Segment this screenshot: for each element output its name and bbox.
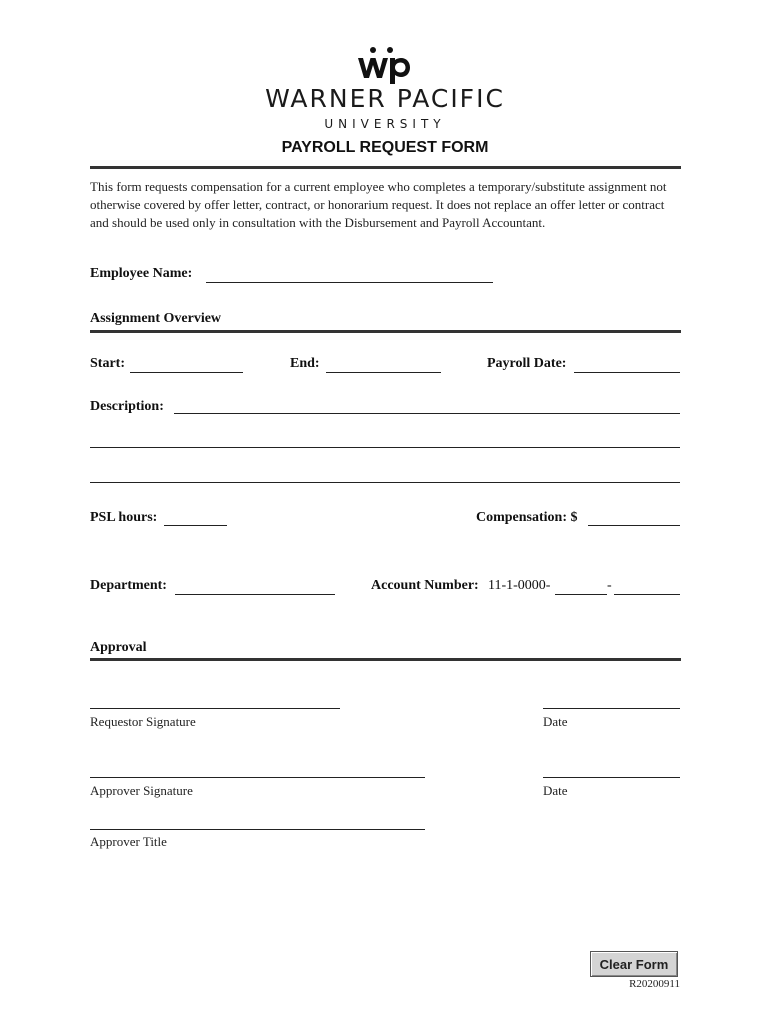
intro-paragraph: This form requests compensation for a current employee who completes a temporary/substitute assignment not otherwise covered by offer letter, contract, or honorarium request. It does not replace an offer letter or contract and should be used only in consultation with the Disbursement and Payroll Accountant. <box>90 179 667 230</box>
compensation-label: Compensation: $ <box>476 510 578 525</box>
university-subtitle: UNIVERSITY <box>324 117 446 131</box>
employee-name-label: Employee Name: <box>90 266 193 281</box>
approver-signature-field[interactable] <box>90 777 425 778</box>
requestor-date-label: Date <box>543 714 568 729</box>
assignment-overview-divider <box>90 330 681 333</box>
approver-date-label: Date <box>543 783 568 798</box>
payroll-date-label: Payroll Date: <box>487 356 567 371</box>
description-field-line-2[interactable] <box>90 447 680 448</box>
page-title: PAYROLL REQUEST FORM <box>281 139 489 156</box>
approver-signature-label: Approver Signature <box>90 783 193 798</box>
payroll-date-field[interactable] <box>574 372 680 373</box>
department-field[interactable] <box>175 594 335 595</box>
employee-name-field[interactable] <box>206 282 493 283</box>
header-divider <box>90 166 681 169</box>
requestor-date-field[interactable] <box>543 708 680 709</box>
account-number-prefix: 11-1-0000- <box>488 578 551 593</box>
approver-date-field[interactable] <box>543 777 680 778</box>
compensation-field[interactable] <box>588 525 680 526</box>
account-number-segment-2[interactable] <box>614 594 680 595</box>
approval-divider <box>90 658 681 661</box>
requestor-signature-field[interactable] <box>90 708 340 709</box>
department-label: Department: <box>90 578 167 593</box>
end-field[interactable] <box>326 372 441 373</box>
account-number-label: Account Number: <box>371 578 479 593</box>
approval-heading: Approval <box>90 640 147 655</box>
description-field-line-3[interactable] <box>90 482 680 483</box>
account-number-dash: - <box>607 578 612 593</box>
approver-title-label: Approver Title <box>90 834 167 849</box>
description-label: Description: <box>90 399 164 414</box>
start-label: Start: <box>90 356 125 371</box>
university-logo-icon <box>356 44 412 84</box>
end-label: End: <box>290 356 320 371</box>
requestor-signature-label: Requestor Signature <box>90 714 196 729</box>
clear-form-button[interactable]: Clear Form <box>590 951 678 977</box>
start-field[interactable] <box>130 372 243 373</box>
assignment-overview-heading: Assignment Overview <box>90 311 222 326</box>
university-name: WARNER PACIFIC <box>265 84 505 113</box>
psl-hours-field[interactable] <box>164 525 227 526</box>
approver-title-field[interactable] <box>90 829 425 830</box>
account-number-segment-1[interactable] <box>555 594 607 595</box>
psl-hours-label: PSL hours: <box>90 510 158 525</box>
description-field-line-1[interactable] <box>174 413 680 414</box>
revision-code: R20200911 <box>629 978 680 990</box>
